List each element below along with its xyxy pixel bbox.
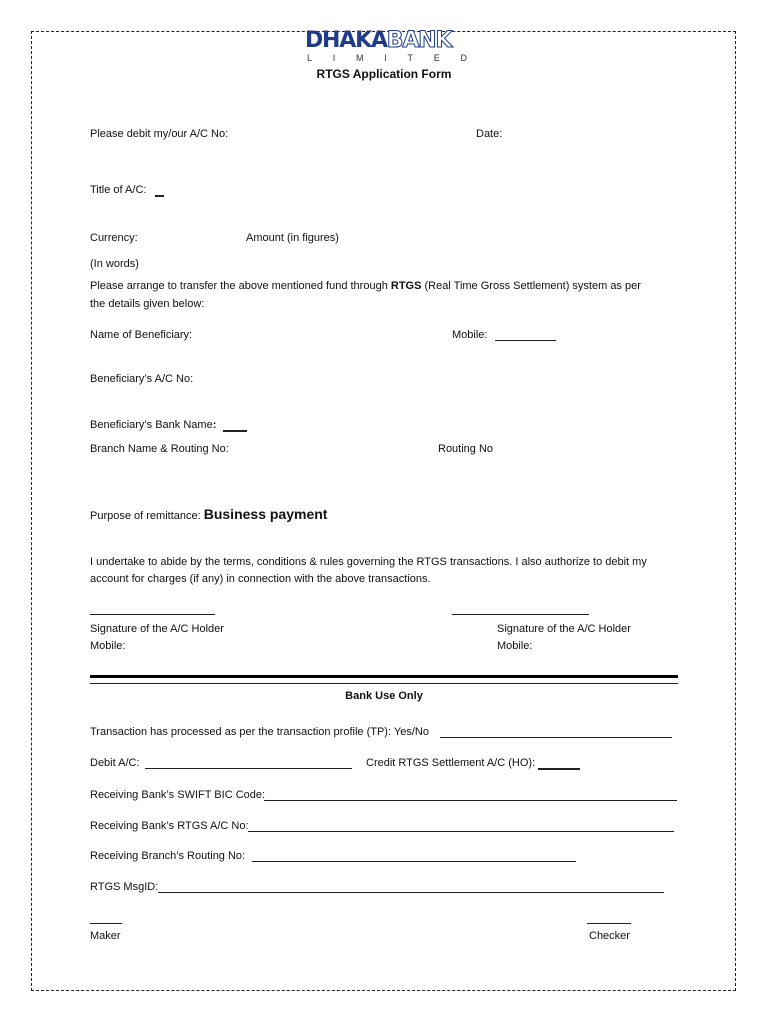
logo-subtitle [307,53,467,63]
rtgs-ac-blank[interactable] [248,831,674,832]
logo-sub-letter: L [307,53,313,63]
instruction-line-1 [90,279,641,293]
swift-blank[interactable] [264,800,677,801]
undertaking-line-2: account for charges (if any) in connection with the above transactions. [90,573,431,585]
instruction-post: (Real Time Gross Settlement) system as per [421,280,641,292]
checker-label: Checker [589,930,630,942]
msgid-blank[interactable] [158,892,664,893]
separator-thin [90,683,678,684]
debit-ac-label: Please debit my/our A/C No: [90,128,229,140]
signature-line-right[interactable] [452,614,589,615]
beneficiary-bank-blank[interactable] [223,430,247,432]
logo-sub-letter: D [460,53,467,63]
branch-routing-label: Branch Name & Routing No: [90,443,229,455]
purpose-value: Business payment [203,506,328,522]
swift-label: Receiving Bank’s SWIFT BIC Code: [90,789,266,801]
beneficiary-bank-label: Beneficiary’s Bank Name: [90,419,217,431]
logo-sub-letter: I [384,53,387,63]
tp-blank[interactable] [440,737,672,738]
undertaking-line-1: I undertake to abide by the terms, conditions & rules governing the RTGS transactions. I also authorize to debit my [90,556,647,568]
amount-figures-label: Amount (in figures) [246,232,339,244]
title-ac-label: Title of A/C: [90,184,147,196]
maker-label: Maker [90,930,121,942]
purpose-label: Purpose of remittance: [90,510,204,522]
bank-use-heading: Bank Use Only [345,690,423,702]
logo-name-part2: BANK [386,28,452,53]
debit-ac-bank-blank[interactable] [145,768,352,769]
tp-label: Transaction has processed as per the transaction profile (TP): Yes/No [90,726,429,738]
logo-sub-letter: T [407,53,413,63]
signature-line-left[interactable] [90,614,215,615]
branch-routing-bank-blank[interactable] [252,861,576,862]
in-words-label: (In words) [90,258,139,270]
purpose-line [90,505,327,525]
checker-signature-line[interactable] [587,923,631,924]
logo-sub-letter: I [332,53,336,63]
credit-rtgs-label: Credit RTGS Settlement A/C (HO): [366,757,536,769]
logo-name-part1: DHAKA [305,28,387,53]
instruction-pre: Please arrange to transfer the above mentioned fund through [90,280,391,292]
title-ac-blank[interactable] [155,195,164,197]
credit-rtgs-blank[interactable] [538,768,580,770]
signature-left-label: Signature of the A/C Holder [90,623,224,635]
mobile-blank[interactable] [495,340,556,341]
currency-label: Currency: [90,232,138,244]
branch-routing-bank-label: Receiving Branch’s Routing No: [90,850,246,862]
signature-right-mobile: Mobile: [497,640,533,652]
routing-no-label: Routing No [438,443,494,455]
form-title: RTGS Application Form [316,67,452,81]
logo-sub-letter: M [356,53,364,63]
msgid-label: RTGS MsgID: [90,881,159,893]
logo-wordmark [305,30,451,52]
beneficiary-ac-label: Beneficiary’s A/C No: [90,373,194,385]
signature-left-mobile: Mobile: [90,640,126,652]
signature-right-label: Signature of the A/C Holder [497,623,631,635]
mobile-label: Mobile: [452,329,488,341]
instruction-rtgs: RTGS [390,280,422,292]
dhaka-bank-logo [305,30,468,66]
debit-ac-bank-label: Debit A/C: [90,757,140,769]
logo-sub-letter: E [433,53,440,63]
separator-thick [90,675,678,678]
date-label: Date: [476,128,503,140]
instruction-line-2: the details given below: [90,298,205,310]
beneficiary-name-label: Name of Beneficiary: [90,329,193,341]
maker-signature-line[interactable] [90,923,122,924]
rtgs-ac-label: Receiving Bank’s RTGS A/C No: [90,820,249,832]
